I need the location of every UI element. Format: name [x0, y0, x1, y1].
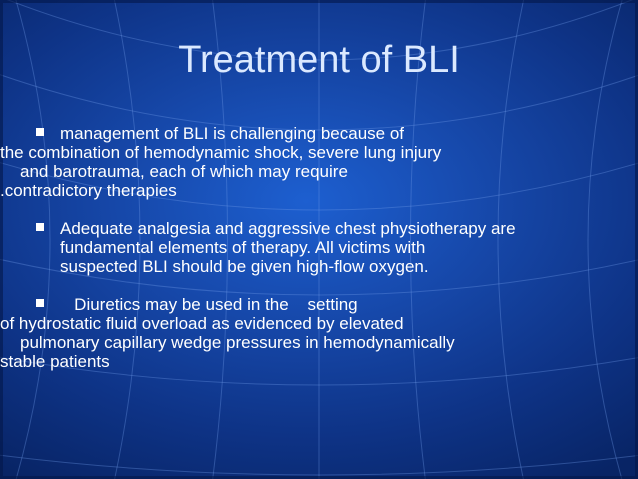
square-bullet-icon	[36, 128, 44, 136]
body-line: pulmonary capillary wedge pressures in hemodynamically	[20, 333, 455, 352]
slide-body	[0, 124, 626, 371]
bullet-text: Adequate analgesia and aggressive chest physiotherapy are	[60, 219, 516, 238]
body-line: suspected BLI should be given high-flow oxygen.	[60, 257, 429, 276]
body-line: and barotrauma, each of which may require	[20, 162, 348, 181]
square-bullet-icon	[36, 299, 44, 307]
body-line: fundamental elements of therapy. All victims with	[60, 238, 426, 257]
square-bullet-icon	[36, 223, 44, 231]
body-line: of hydrostatic fluid overload as evidenced by elevated	[0, 314, 404, 333]
body-line: .contradictory therapies	[0, 181, 177, 200]
spacer	[36, 200, 626, 219]
bullet-item	[36, 124, 626, 143]
bullet-text: management of BLI is challenging because of	[60, 124, 405, 143]
bullet-text: Diuretics may be used in the setting	[60, 295, 358, 314]
spacer	[36, 276, 626, 295]
body-line: stable patients	[0, 352, 110, 371]
body-line: the combination of hemodynamic shock, severe lung injury	[0, 143, 442, 162]
bullet-item	[36, 295, 626, 314]
slide-title: Treatment of BLI	[178, 39, 460, 81]
bullet-item	[36, 219, 626, 238]
